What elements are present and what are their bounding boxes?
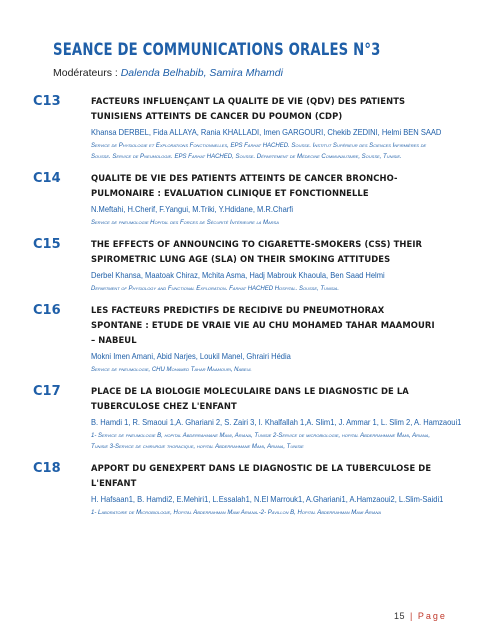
moderators-line bbox=[53, 67, 283, 79]
abstract-title: QUALITE DE VIE DES PATIENTS ATTEINTS DE CANCER BRONCHO-PULMONAIRE : EVALUATION CLINIQUE ET FONCTIONNELLE bbox=[91, 173, 398, 198]
abstract-affiliation: Service de Physiologie et Explorations Fonctionnelles, EPS Farhat HACHED. Sousse. Institut Supérieur des Sciences Infirmières de Sousse. Service de Pneumologie. EPS Farhat HACHED, Sousse. Département de Médecine Communautaire, Sousse, Tunisie. bbox=[91, 143, 427, 160]
abstract-affiliation: Department of Physiology and Functional Exploration. Farhat HACHED Hospital. Sousse, Tunisia. bbox=[91, 286, 339, 292]
abstract-list bbox=[0, 94, 494, 527]
abstract-affiliation: Service de pneumologie Hopital des Forces de Sécurité Intérieure la Marsa bbox=[91, 220, 279, 226]
abstract-entry-c15 bbox=[0, 237, 494, 295]
abstract-code: C14 bbox=[33, 171, 61, 186]
abstract-authors: Mokni Imen Amani, Abid Narjes, Loukil Manel, Ghrairi Hédia bbox=[91, 351, 291, 361]
abstract-affiliation: 1- Service de pneumologie B, hopital Abderrahmane Mami, Ariana, Tunisie 2-Service de microbiologie, hopital Abderrahmane Mami, Ariana, Tunisie 3-Service de chirurgie thoracique, hopital Abderrahmane Mami, Ariana, Tunisie bbox=[91, 433, 430, 450]
abstract-code: C16 bbox=[33, 303, 61, 318]
abstract-authors: H. Hafsaan1, B. Hamdi2, E.Mehiri1, L.Essalah1, N.El Marrouk1, A.Ghariani1, A.Hamzaoui2, L.Slim-Saidi1 bbox=[91, 494, 444, 504]
abstract-code: C18 bbox=[33, 461, 61, 476]
abstract-entry-c17 bbox=[0, 384, 494, 453]
abstract-entry-c13 bbox=[0, 94, 494, 163]
abstract-code: C15 bbox=[33, 237, 61, 252]
abstract-title: LES FACTEURS PREDICTIFS DE RECIDIVE DU PNEUMOTHORAX SPONTANE : ETUDE DE VRAIE VIE AU CHU MOHAMED TAHAR MAAMOURI – NABEUL bbox=[91, 305, 435, 345]
page-word: Page bbox=[417, 611, 447, 621]
abstract-title: FACTEURS INFLUENÇANT LA QUALITE DE VIE (QDV) DES PATIENTS TUNISIENS ATTEINTS DE CANCER DU POUMON (CDP) bbox=[91, 96, 406, 121]
abstract-title: APPORT DU GENEXPERT DANS LE DIAGNOSTIC DE LA TUBERCULOSE DE L'ENFANT bbox=[91, 463, 432, 488]
abstract-entry-c18 bbox=[0, 461, 494, 519]
abstract-code: C13 bbox=[33, 94, 61, 109]
abstract-code: C17 bbox=[33, 384, 61, 399]
moderators-label: Modérateurs : bbox=[53, 67, 118, 79]
footer-separator: | bbox=[410, 611, 413, 621]
abstract-authors: Derbel Khansa, Maatoak Chiraz, Mchita Asma, Hadj Mabrouk Khaoula, Ben Saad Helmi bbox=[91, 270, 385, 280]
session-title: SEANCE DE COMMUNICATIONS ORALES N°3 bbox=[53, 40, 381, 60]
page-number: 15 bbox=[394, 611, 406, 621]
abstract-authors: Khansa DERBEL, Fida ALLAYA, Rania KHALLADI, Imen GARGOURI, Chekib ZEDINI, Helmi BEN SAAD bbox=[91, 127, 442, 137]
abstract-entry-c16 bbox=[0, 303, 494, 376]
moderators-names: Dalenda Belhabib, Samira Mhamdi bbox=[120, 67, 283, 79]
abstract-entry-c14 bbox=[0, 171, 494, 229]
abstract-authors: N.Meftahi, H.Cherif, F.Yangui, M.Triki, Y.Hdidane, M.R.Charfi bbox=[91, 204, 294, 214]
abstract-affiliation: Service de pneumologie, CHU Mohamed Tahar Maamouri, Nabeul bbox=[91, 367, 252, 373]
abstract-affiliation: 1- Laboratoire de Microbiologie, Hopital Abderrahman Mami Ariana.-2- Pavillon B, Hopital Abderrahman Mami Ariana bbox=[91, 510, 382, 516]
abstract-title: THE EFFECTS OF ANNOUNCING TO CIGARETTE-SMOKERS (CSS) THEIR SPIROMETRIC LUNG AGE (SLA) ON THEIR SMOKING ATTITUDES bbox=[91, 239, 423, 264]
abstract-authors: B. Hamdi 1, R. Smaoui 1,A. Ghariani 2, S. Zairi 3, I. Khalfallah 1,A. Slim1, J. Ammar 1, L. Slim 2, A. Hamzaoui1 bbox=[91, 417, 462, 427]
page-footer bbox=[394, 611, 447, 621]
abstract-title: PLACE DE LA BIOLOGIE MOLECULAIRE DANS LE DIAGNOSTIC DE LA TUBERCULOSE CHEZ L'ENFANT bbox=[91, 386, 409, 411]
